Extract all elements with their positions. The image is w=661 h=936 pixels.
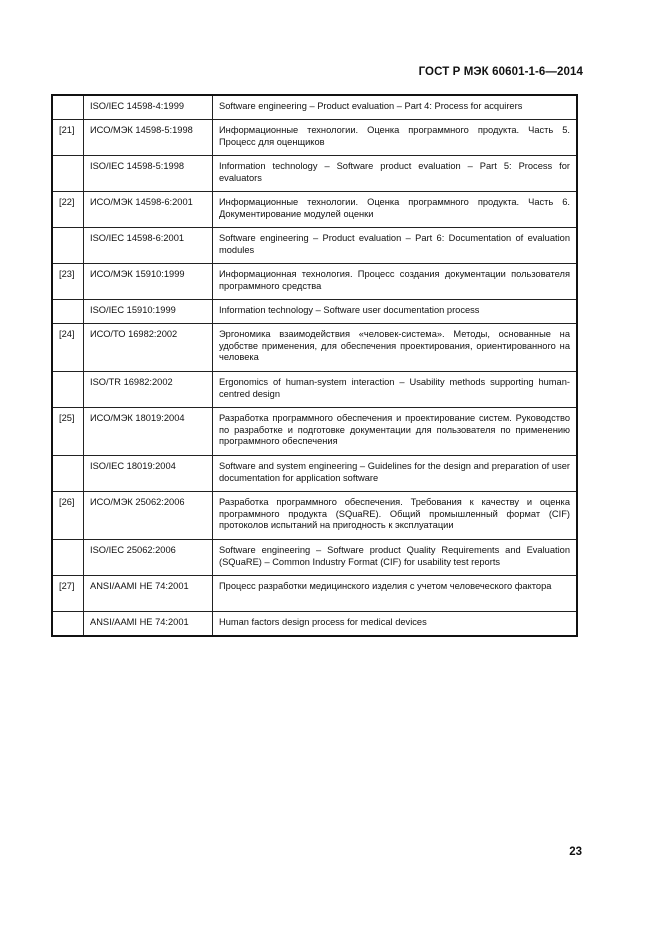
ref-number: [25] bbox=[52, 408, 84, 456]
ref-title: Процесс разработки медицинского изделия с учетом человеческого фактора bbox=[213, 576, 578, 612]
ref-number: [23] bbox=[52, 264, 84, 300]
ref-number bbox=[52, 300, 84, 324]
ref-number bbox=[52, 612, 84, 637]
table-row bbox=[52, 576, 577, 612]
table-row bbox=[52, 456, 577, 492]
ref-standard: ИСО/МЭК 15910:1999 bbox=[84, 264, 213, 300]
ref-title: Информационные технологии. Оценка программного продукта. Часть 6. Документирование модулей оценки bbox=[213, 192, 578, 228]
document-code: ГОСТ Р МЭК 60601-1-6—2014 bbox=[418, 66, 583, 78]
ref-standard: ISO/IEC 14598-4:1999 bbox=[84, 95, 213, 120]
references-table bbox=[51, 94, 578, 637]
ref-standard: ISO/TR 16982:2002 bbox=[84, 372, 213, 408]
ref-standard: ИСО/МЭК 14598-6:2001 bbox=[84, 192, 213, 228]
ref-title: Эргономика взаимодействия «человек-система». Методы, основанные на удобстве применения, для обеспечения проектирования, ориентированного на человека bbox=[213, 324, 578, 372]
ref-title: Ergonomics of human-system interaction – Usability methods supporting human-centred design bbox=[213, 372, 578, 408]
ref-title: Information technology – Software user documentation process bbox=[213, 300, 578, 324]
ref-number bbox=[52, 156, 84, 192]
ref-standard: ISO/IEC 18019:2004 bbox=[84, 456, 213, 492]
table-row bbox=[52, 612, 577, 637]
ref-standard: ANSI/AAMI HE 74:2001 bbox=[84, 612, 213, 637]
ref-title: Human factors design process for medical devices bbox=[213, 612, 578, 637]
ref-standard: ANSI/AAMI HE 74:2001 bbox=[84, 576, 213, 612]
table-row bbox=[52, 324, 577, 372]
ref-standard: ИСО/ТО 16982:2002 bbox=[84, 324, 213, 372]
ref-number: [26] bbox=[52, 492, 84, 540]
ref-standard: ISO/IEC 25062:2006 bbox=[84, 540, 213, 576]
ref-standard: ИСО/МЭК 18019:2004 bbox=[84, 408, 213, 456]
table-row bbox=[52, 192, 577, 228]
ref-title: Software engineering – Product evaluation – Part 4: Process for acquirers bbox=[213, 95, 578, 120]
ref-number bbox=[52, 95, 84, 120]
ref-number: [27] bbox=[52, 576, 84, 612]
ref-standard: ISO/IEC 15910:1999 bbox=[84, 300, 213, 324]
ref-title: Software and system engineering – Guidelines for the design and preparation of user documentation for application software bbox=[213, 456, 578, 492]
ref-standard: ИСО/МЭК 25062:2006 bbox=[84, 492, 213, 540]
table-row bbox=[52, 408, 577, 456]
page-number: 23 bbox=[569, 846, 582, 858]
ref-title: Разработка программного обеспечения. Требования к качеству и оценка программного продукта (SQuaRE). Общий промышленный формат (CIF) протоколов испытаний на пригодность к эксплуатации bbox=[213, 492, 578, 540]
ref-number bbox=[52, 228, 84, 264]
ref-number bbox=[52, 456, 84, 492]
ref-standard: ISO/IEC 14598-5:1998 bbox=[84, 156, 213, 192]
ref-title: Разработка программного обеспечения и проектирование систем. Руководство по разработке и подготовке документации для пользователя по применению программного обеспечения bbox=[213, 408, 578, 456]
ref-number bbox=[52, 372, 84, 408]
ref-title: Software engineering – Software product Quality Requirements and Evaluation (SQuaRE) – Common Industry Format (CIF) for usability test reports bbox=[213, 540, 578, 576]
ref-standard: ИСО/МЭК 14598-5:1998 bbox=[84, 120, 213, 156]
table-row bbox=[52, 156, 577, 192]
ref-number bbox=[52, 540, 84, 576]
ref-title: Software engineering – Product evaluation – Part 6: Documentation of evaluation modules bbox=[213, 228, 578, 264]
ref-title: Информационная технология. Процесс создания документации пользователя программного средства bbox=[213, 264, 578, 300]
ref-title: Информационные технологии. Оценка программного продукта. Часть 5. Процесс для оценщиков bbox=[213, 120, 578, 156]
table-row bbox=[52, 228, 577, 264]
ref-standard: ISO/IEC 14598-6:2001 bbox=[84, 228, 213, 264]
table-row bbox=[52, 120, 577, 156]
ref-number: [22] bbox=[52, 192, 84, 228]
table-row bbox=[52, 95, 577, 120]
ref-number: [21] bbox=[52, 120, 84, 156]
table-row bbox=[52, 492, 577, 540]
table-row bbox=[52, 540, 577, 576]
ref-number: [24] bbox=[52, 324, 84, 372]
table-row bbox=[52, 300, 577, 324]
table-row bbox=[52, 372, 577, 408]
table-row bbox=[52, 264, 577, 300]
ref-title: Information technology – Software product evaluation – Part 5: Process for evaluators bbox=[213, 156, 578, 192]
